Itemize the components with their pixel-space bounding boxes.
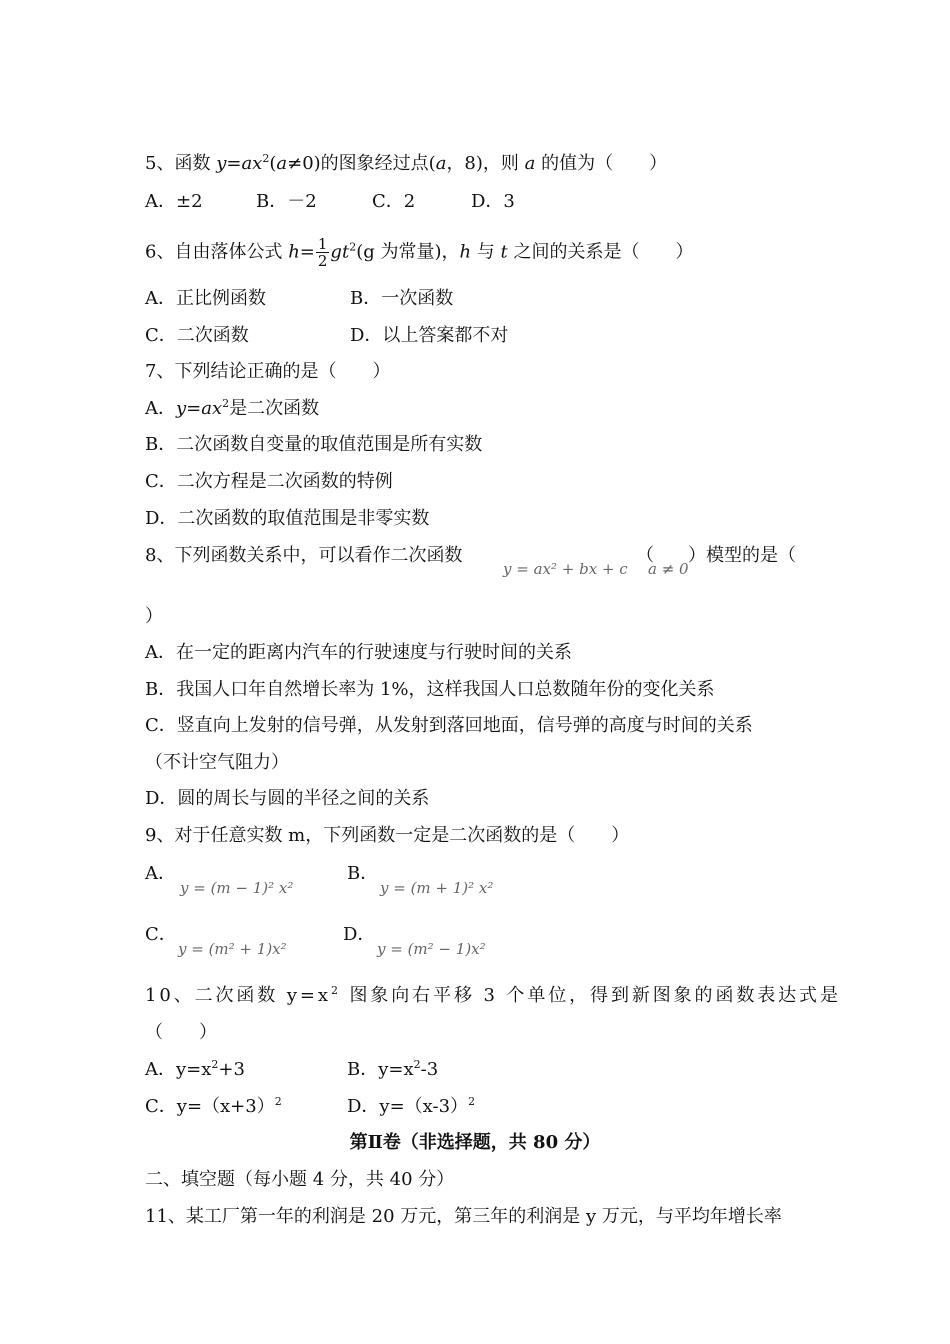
q8-paren-close: ）模型的是（ [688,545,796,566]
q6-option-b: B．一次函数 [350,288,454,309]
question-9-stem: 9、对于任意实数 m，下列函数一定是二次函数的是（ ） [145,825,630,846]
q8-option-d: D．圆的周长与圆的半径之间的关系 [145,788,430,809]
q9-option-c-formula: y = (m² + 1)x² [178,940,287,958]
q7-option-a: A．$y=ax^2$是二次函数 [145,397,320,419]
q8-option-a: A．在一定的距离内汽车的行驶速度与行驶时间的关系 [145,642,572,663]
question-7-stem: 7、下列结论正确的是（ ） [145,361,391,382]
q10-option-c: C．$y=(x+3)^2$ [145,1095,282,1117]
q10-option-a: A．$y=x^2+3$ [145,1058,245,1080]
q9-option-a-formula: y = (m − 1)² x² [180,879,294,897]
q8-condition: a ≠ 0 [648,560,689,578]
section-2-title: 第Ⅱ卷（非选择题，共 80 分） [349,1132,601,1153]
q8-option-b: B．我国人口年自然增长率为 1%，这样我国人口总数随年份的变化关系 [145,679,715,700]
q9-option-d-label: D． [343,924,376,945]
q7-option-b: B．二次函数自变量的取值范围是所有实数 [145,434,483,455]
q5-option-a: A．±2 [145,191,203,212]
q9-option-b-label: B． [347,863,379,884]
question-10-stem-end: （ ） [145,1022,217,1043]
q8-formula: y = ax² + bx + c [503,560,628,578]
section-2-heading: 二、填空题（每小题 4 分，共 40 分） [145,1169,455,1190]
q5-option-b: B．－2 [256,191,317,212]
q10-option-b: B．$y=x^2-3$ [347,1058,439,1080]
q10-option-d: D．$y=(x-3)^2$ [347,1095,476,1117]
q8-stem-end: ） [145,606,163,627]
question-11-stem: 11、某工厂第一年的利润是 20 万元，第三年的利润是 y 万元，与平均年增长率 [145,1206,782,1227]
q8-paren-open: （ [636,545,654,566]
q9-option-a-label: A． [145,863,176,884]
question-6-stem: 6、自由落体公式 h= $\frac{1}{2}$ $gt^2(g$ 为常量)，h 与 t 之间的关系是（ ） [145,235,694,270]
q6-option-c: C．二次函数 [145,325,249,346]
fraction-one-half: $\frac{1}{2}$ [317,235,328,270]
q9-option-c-label: C． [145,924,177,945]
q8-option-c-note: （不计空气阻力） [145,752,289,773]
q5-option-d: D．3 [471,191,515,212]
question-10-stem: 10、二次函数 $y=x^2$ 图象向右平移 3 个单位，得到新图象的函数表达式是 [145,984,841,1006]
q9-option-b-formula: y = (m + 1)² x² [380,879,494,897]
q7-option-d: D．二次函数的取值范围是非零实数 [145,508,430,529]
q6-option-a: A．正比例函数 [145,288,266,309]
question-8-stem: 8、下列函数关系中，可以看作二次函数 [145,545,463,566]
q9-option-d-formula: y = (m² − 1)x² [377,940,486,958]
q5-option-c: C．2 [372,191,416,212]
q6-option-d: D．以上答案都不对 [350,325,509,346]
q8-option-c: C．竖直向上发射的信号弹，从发射到落回地面，信号弹的高度与时间的关系 [145,715,753,736]
question-5-stem: 5、函数 $y=ax^2(a\ne 0)$的图象经过点(a，8)，则 a 的值为（ ） [145,152,668,174]
q7-option-c: C．二次方程是二次函数的特例 [145,471,393,492]
